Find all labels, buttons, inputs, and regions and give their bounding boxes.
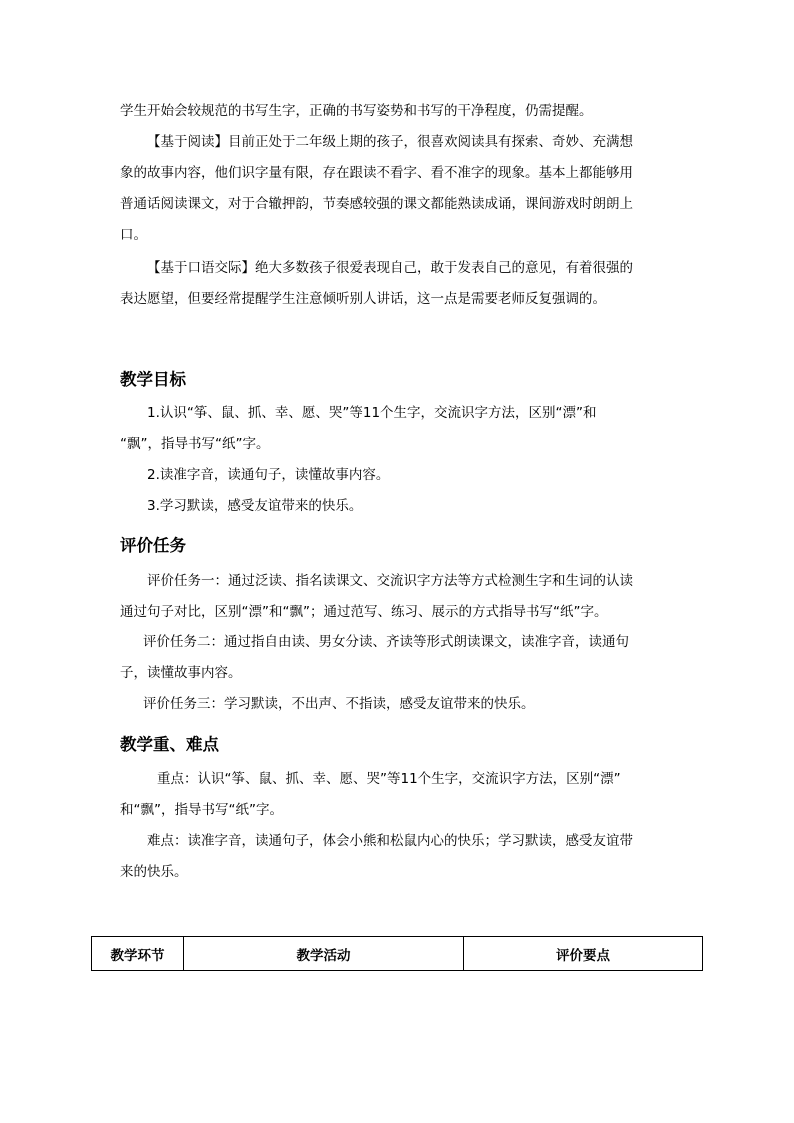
keypoint-line-2: 和“飘”，指导书写“纸”字。 xyxy=(120,802,283,818)
keypoint-line-3: 难点：读准字音，读通句子，体会小熊和松鼠内心的快乐；学习默读，感受友谊带 xyxy=(147,833,633,849)
objective-line-4: 3.学习默读，感受友谊带来的快乐。 xyxy=(147,498,363,514)
table-header-activity: 教学活动 xyxy=(184,937,464,970)
keypoint-line-1: 重点：认识“筝、鼠、抓、幸、愿、哭”等11个生字，交流识字方法，区别“漂” xyxy=(157,771,621,787)
paragraph-reading-line-3: 普通话阅读课文，对于合辙押韵，节奏感较强的课文都能熟读成诵，课间游戏时朗朗上 xyxy=(120,196,633,212)
heading-evaluation: 评价任务 xyxy=(120,536,186,555)
objective-line-1: 1.认识“筝、鼠、抓、幸、愿、哭”等11个生字，交流识字方法，区别“漂”和 xyxy=(147,405,597,421)
heading-objectives: 教学目标 xyxy=(120,370,186,389)
heading-keypoints: 教学重、难点 xyxy=(120,735,219,754)
objective-line-2: “飘”，指导书写“纸”字。 xyxy=(120,436,270,452)
table-header-evaluation: 评价要点 xyxy=(556,947,610,964)
lesson-table-header xyxy=(91,936,703,971)
table-header-stage: 教学环节 xyxy=(92,937,184,970)
evaluation-line-4: 子，读懂故事内容。 xyxy=(120,665,242,681)
paragraph-oral-line-2: 表达愿望，但要经常提醒学生注意倾听别人讲话，这一点是需要老师反复强调的。 xyxy=(120,291,606,307)
keypoint-line-4: 来的快乐。 xyxy=(120,864,188,880)
paragraph-oral-line-1: 【基于口语交际】绝大多数孩子很爱表现自己，敢于发表自己的意见，有着很强的 xyxy=(147,260,633,276)
paragraph-reading-line-2: 象的故事内容，他们识字量有限，存在跟读不看字、看不准字的现象。基本上都能够用 xyxy=(120,165,633,181)
evaluation-line-2: 通过句子对比，区别“漂”和“飘”；通过范写、练习、展示的方式指导书写“纸”字。 xyxy=(120,604,608,620)
evaluation-line-3: 评价任务二：通过指自由读、男女分读、齐读等形式朗读课文，读准字音，读通句 xyxy=(143,634,629,650)
paragraph-reading-line-1: 【基于阅读】目前正处于二年级上期的孩子，很喜欢阅读具有探索、奇妙、充满想 xyxy=(147,134,633,150)
evaluation-line-5: 评价任务三：学习默读，不出声、不指读，感受友谊带来的快乐。 xyxy=(143,696,535,712)
paragraph-writing-tail: 学生开始会较规范的书写生字，正确的书写姿势和书写的干净程度，仍需提醒。 xyxy=(120,103,593,119)
objective-line-3: 2.读准字音，读通句子，读懂故事内容。 xyxy=(147,467,390,483)
evaluation-line-1: 评价任务一：通过泛读、指名读课文、交流识字方法等方式检测生字和生词的认读 xyxy=(147,573,633,589)
paragraph-reading-line-4: 口。 xyxy=(120,227,147,243)
